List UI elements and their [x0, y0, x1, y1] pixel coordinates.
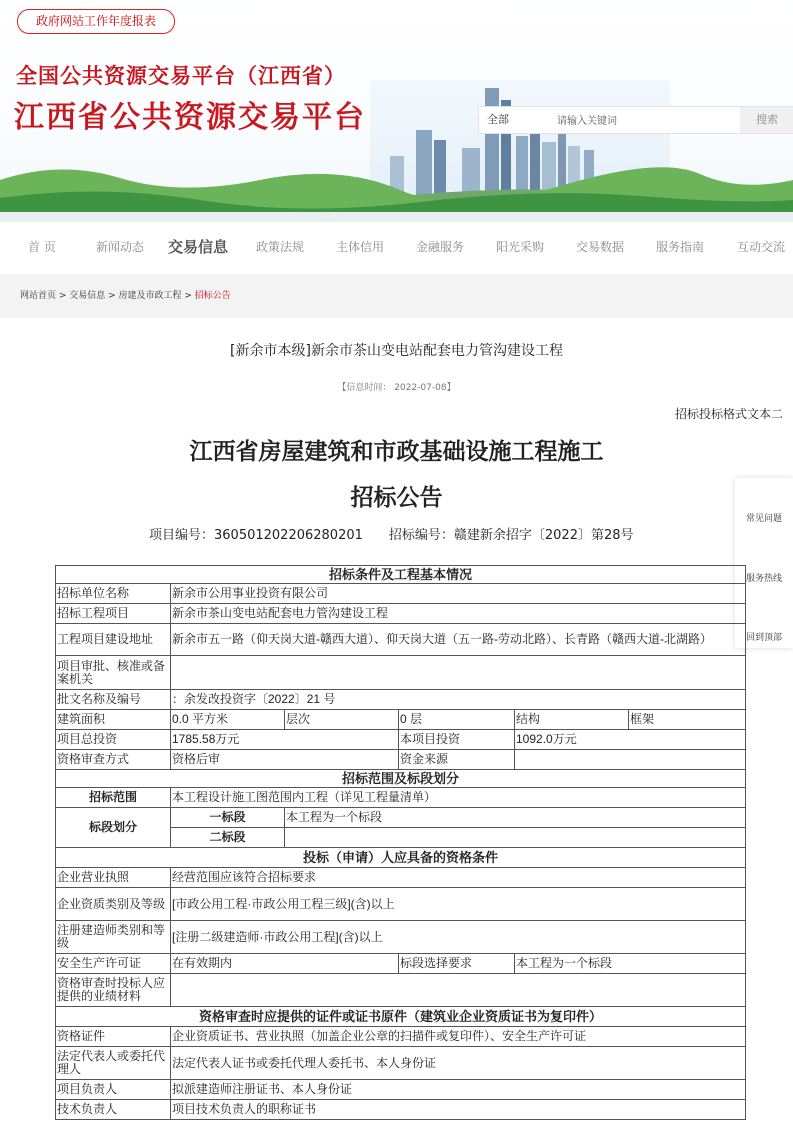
- performance-value: [171, 974, 746, 1007]
- tender-info-table: [55, 565, 746, 1120]
- address-value: 新余市五一路（仰天岗大道-赣西大道）、仰天岗大道（五一路-劳动北路）、长青路（赣西大道-北湖路）: [171, 624, 746, 656]
- row-label: 资格审查方式: [56, 750, 171, 770]
- header-banner: [0, 0, 793, 222]
- legal-rep-value: 法定代表人证书或委托代理人委托书、本人身份证: [171, 1047, 746, 1080]
- section1-value: 本工程为一个标段: [285, 808, 746, 828]
- breadcrumb-current: 招标公告: [194, 291, 231, 301]
- article-title: [新余市本级]新余市茶山变电站配套电力管沟建设工程: [230, 343, 563, 359]
- row-label: 工程项目建设地址: [56, 624, 171, 656]
- section2-value: [285, 828, 746, 848]
- document-title-line1: 江西省房屋建筑和市政基础设施工程施工: [189, 439, 604, 465]
- nav-procurement[interactable]: 阳光采购: [496, 240, 545, 254]
- breadcrumb: [20, 288, 231, 301]
- row-label: 资金来源: [399, 750, 515, 770]
- green-hills-decoration: [0, 150, 793, 222]
- search-category-select[interactable]: 全部: [487, 113, 509, 126]
- row-label: 项目总投资: [56, 730, 171, 750]
- license-value: 经营范围应该符合招标要求: [171, 868, 746, 888]
- row-label: 企业营业执照: [56, 868, 171, 888]
- engineer-value: [注册二级建造师·市政公用工程](含)以上: [171, 921, 746, 954]
- format-label: 招标投标格式文本二: [674, 407, 783, 421]
- row-label: 招标工程项目: [56, 604, 171, 624]
- section1-label: 一标段: [171, 808, 285, 828]
- total-investment-value: 1785.58万元: [171, 730, 399, 750]
- section-heading: 招标条件及工程基本情况: [56, 566, 746, 584]
- nav-news[interactable]: 新闻动态: [96, 240, 145, 254]
- nav-trade-info[interactable]: 交易信息: [168, 238, 229, 256]
- row-label: 资格审查时投标人应提供的业绩材料: [56, 974, 171, 1007]
- approval-doc-value: ：余发改投资字〔2022〕21 号: [171, 690, 746, 710]
- certificates-value: 企业资质证书、营业执照（加盖企业公章的扫描件或复印件）、安全生产许可证: [171, 1027, 746, 1047]
- search-button[interactable]: 搜索: [740, 107, 793, 133]
- review-method-value: 资格后审: [171, 750, 399, 770]
- row-label: 法定代表人或委托代理人: [56, 1047, 171, 1080]
- search-bar: [478, 106, 793, 134]
- approval-org-value: [171, 656, 746, 690]
- project-manager-value: 拟派建造师注册证书、本人身份证: [171, 1080, 746, 1100]
- row-label: 招标范围: [56, 788, 171, 808]
- project-codes: 项目编号：360501202206280201 招标编号：赣建新余招字〔2022〕第28号: [149, 528, 634, 543]
- nav-home[interactable]: 首 页: [28, 240, 56, 254]
- section-heading: 投标（申请）人应具备的资格条件: [56, 848, 746, 868]
- nav-credit[interactable]: 主体信用: [336, 240, 385, 254]
- floors-value: 0 层: [399, 710, 515, 730]
- nav-trade-data[interactable]: 交易数据: [576, 240, 625, 254]
- breadcrumb-path[interactable]: 网站首页 > 交易信息 > 房建及市政工程 >: [20, 291, 195, 301]
- project-value: 新余市茶山变电站配套电力管沟建设工程: [171, 604, 746, 624]
- qualification-value: [市政公用工程·市政公用工程三级](含)以上: [171, 888, 746, 921]
- section2-label: 二标段: [171, 828, 285, 848]
- nav-guide[interactable]: 服务指南: [656, 240, 705, 254]
- nav-policy[interactable]: 政策法规: [256, 240, 305, 254]
- section-heading: 招标范围及标段划分: [56, 770, 746, 788]
- row-label: 技术负责人: [56, 1100, 171, 1120]
- row-label: 招标单位名称: [56, 584, 171, 604]
- row-label: 层次: [285, 710, 399, 730]
- annual-report-link[interactable]: 政府网站工作年度报表: [17, 9, 175, 34]
- area-value: 0.0 平方米: [171, 710, 285, 730]
- nav-finance[interactable]: 金融服务: [416, 240, 465, 254]
- tender-unit-value: 新余市公用事业投资有限公司: [171, 584, 746, 604]
- row-label: 企业资质类别及等级: [56, 888, 171, 921]
- faq-link[interactable]: 常见问题: [745, 514, 782, 524]
- row-label: 标段划分: [56, 808, 171, 848]
- row-label: 标段选择要求: [399, 954, 515, 974]
- structure-value: 框架: [629, 710, 746, 730]
- back-to-top-link[interactable]: 回到顶部: [745, 633, 782, 643]
- document-title-line2: 招标公告: [350, 485, 443, 511]
- row-label: 批文名称及编号: [56, 690, 171, 710]
- safety-license-value: 在有效期内: [171, 954, 399, 974]
- section-heading: 资格审查时应提供的证件或证书原件（建筑业企业资质证书为复印件）: [56, 1007, 746, 1027]
- service-hotline-link[interactable]: 服务热线: [745, 574, 782, 584]
- row-label: 项目审批、核准或备案机关: [56, 656, 171, 690]
- breadcrumb-bar: [0, 274, 793, 318]
- row-label: 安全生产许可证: [56, 954, 171, 974]
- site-subtitle: 全国公共资源交易平台（江西省）: [16, 63, 346, 88]
- scope-value: 本工程设计施工图范围内工程（详见工程量清单）: [171, 788, 746, 808]
- row-label: 注册建造师类别和等级: [56, 921, 171, 954]
- project-investment-value: 1092.0万元: [515, 730, 746, 750]
- row-label: 资格证件: [56, 1027, 171, 1047]
- fund-source-value: [515, 750, 746, 770]
- article-date: 【信息时间： 2022-07-08】: [337, 383, 456, 393]
- lot-choice-value: 本工程为一个标段: [515, 954, 746, 974]
- row-label: 本项目投资: [399, 730, 515, 750]
- search-input[interactable]: [555, 110, 739, 132]
- row-label: 建筑面积: [56, 710, 171, 730]
- site-title: 江西省公共资源交易平台: [14, 100, 366, 135]
- tech-lead-value: 项目技术负责人的职称证书: [171, 1100, 746, 1120]
- row-label: 项目负责人: [56, 1080, 171, 1100]
- row-label: 结构: [515, 710, 629, 730]
- main-nav: [0, 222, 793, 274]
- nav-interaction[interactable]: 互动交流: [737, 240, 786, 254]
